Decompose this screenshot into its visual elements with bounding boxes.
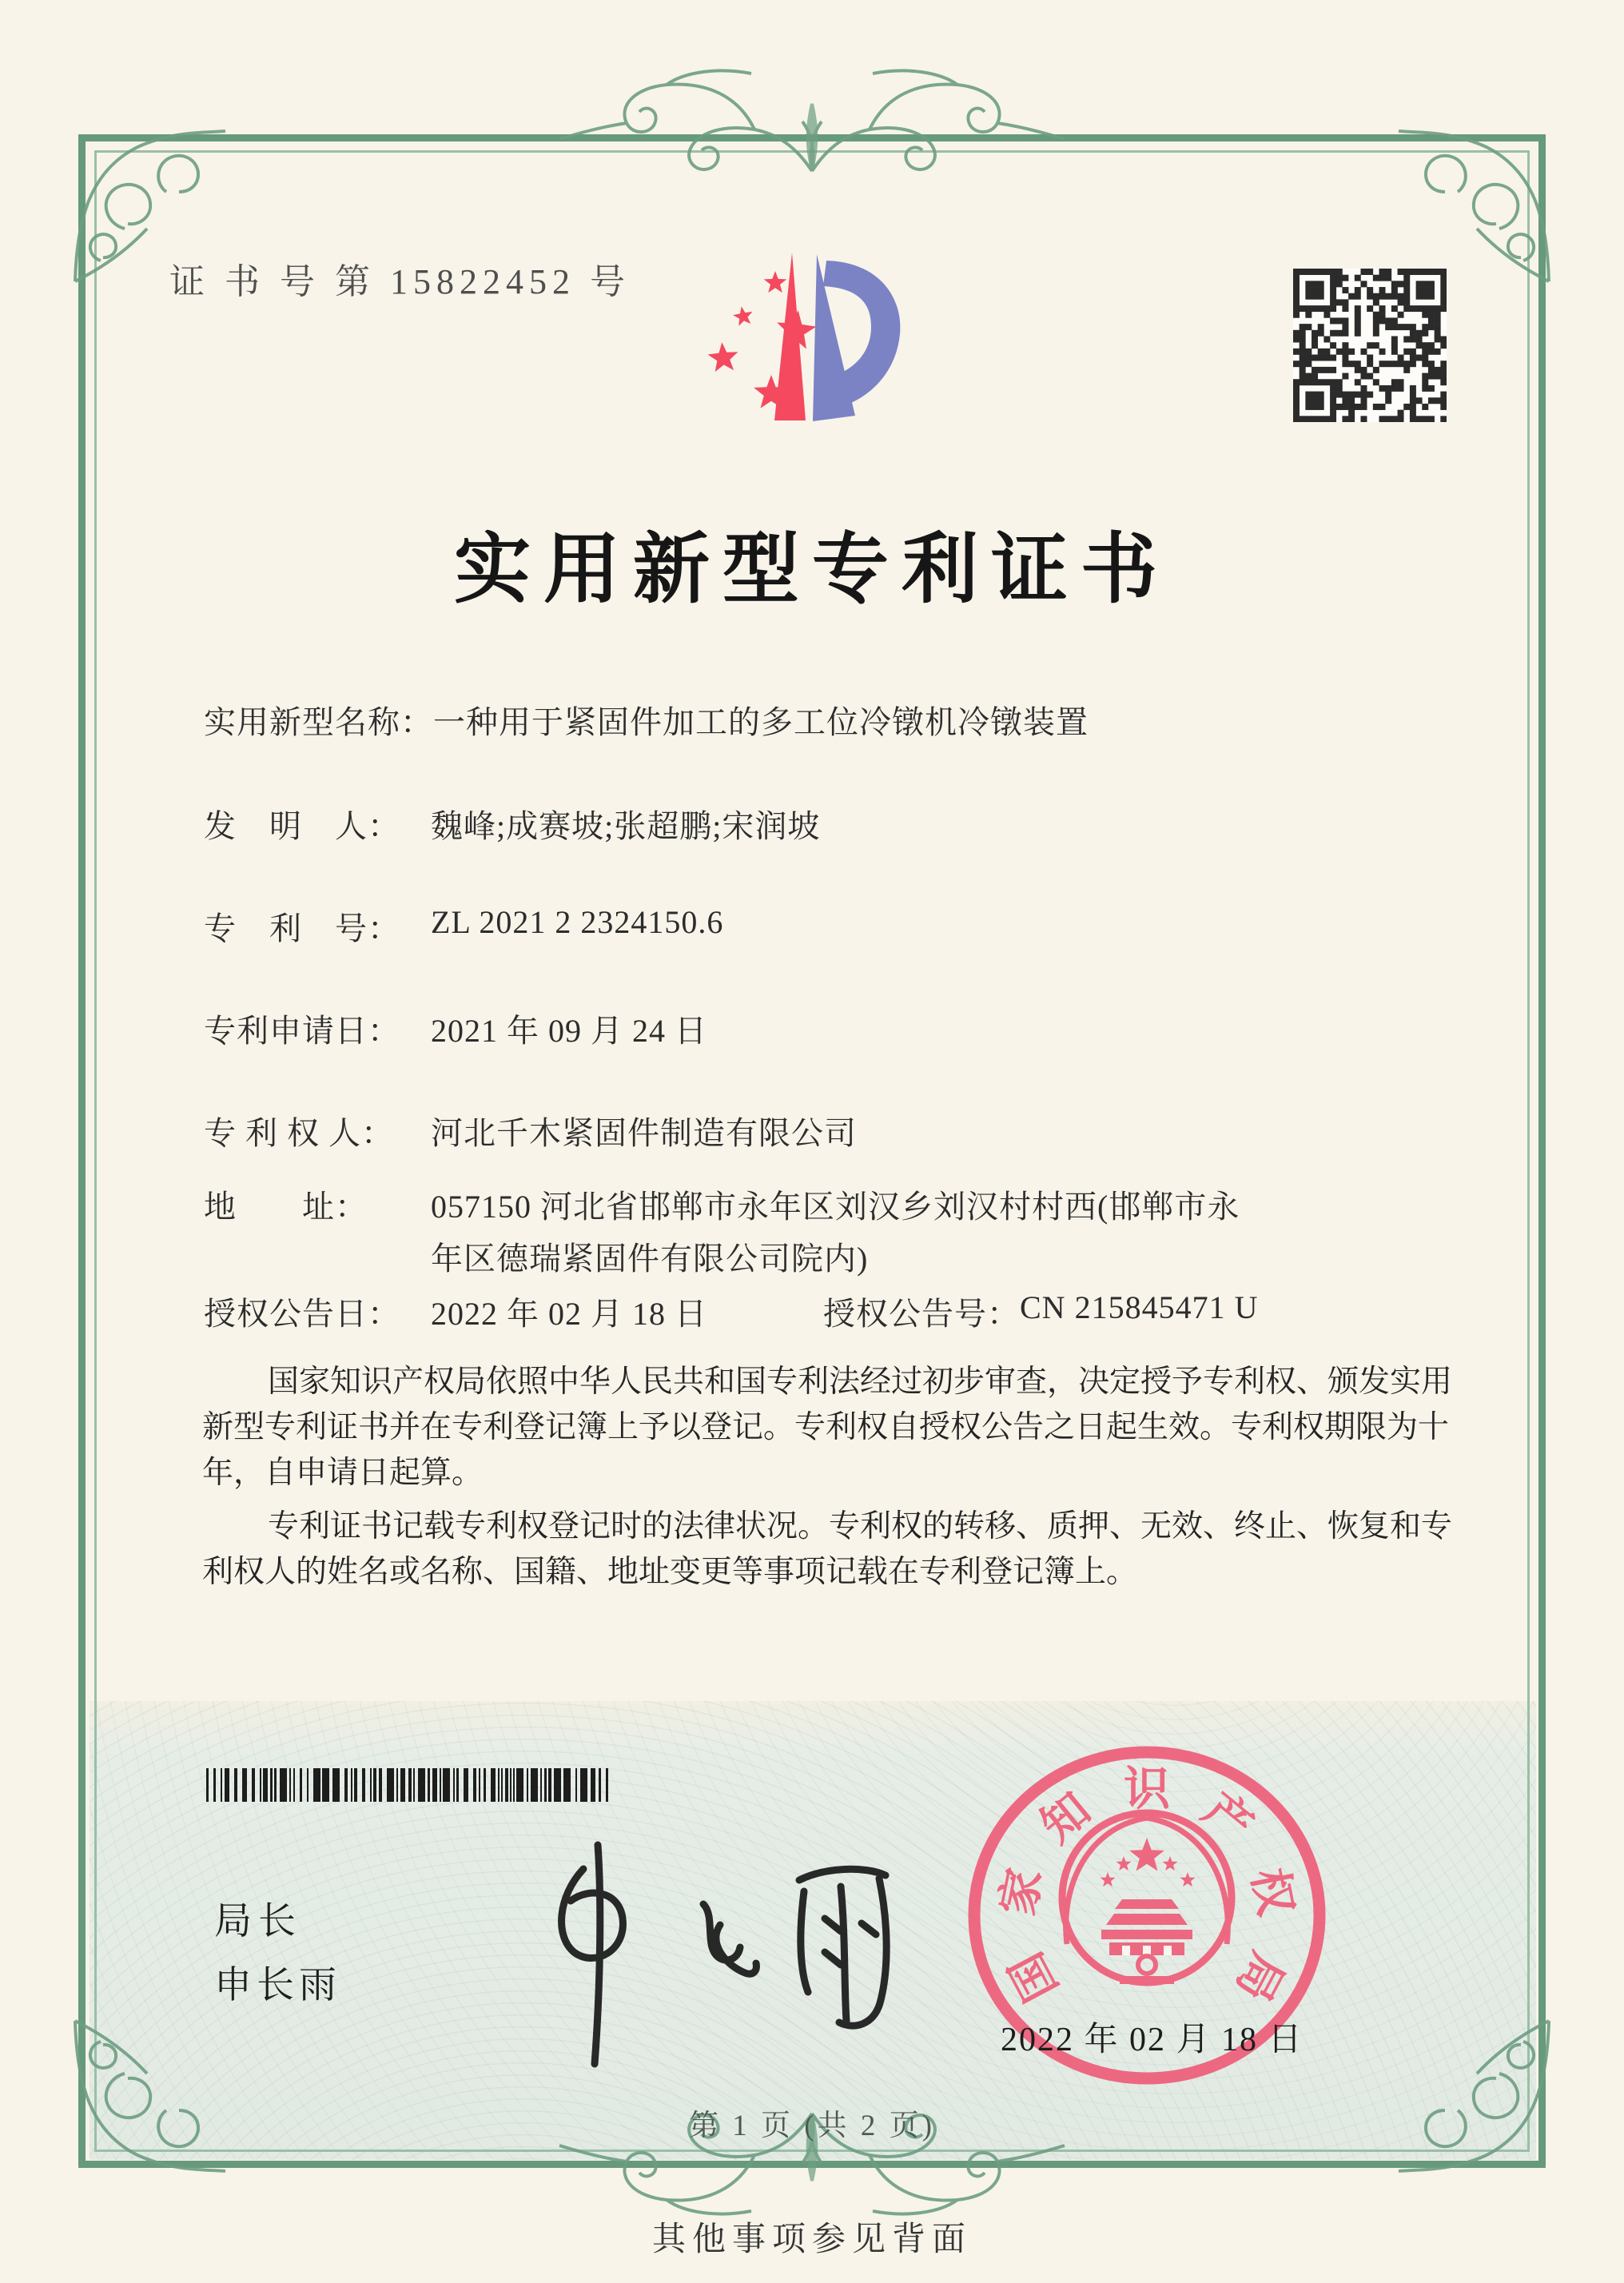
legal-line: 利权人的姓名或名称、国籍、地址变更等事项记载在专利登记簿上。: [202, 1555, 1138, 1589]
field-address-line2: 年区德瑞紧固件有限公司院内): [431, 1241, 869, 1277]
field-value: 魏峰;成赛坡;张超鹏;宋润坡: [431, 808, 821, 844]
certificate-number: 证 书 号 第 15822452 号: [169, 262, 631, 301]
svg-text:家: 家: [991, 1863, 1052, 1920]
svg-text:局: 局: [1225, 1944, 1294, 2010]
cnipa-logo-icon: [697, 237, 917, 446]
commissioner-signature-icon: [464, 1831, 919, 2094]
field-label: 地 址：: [204, 1189, 368, 1225]
field-label: 授权公告日：: [204, 1296, 400, 1332]
field-grant-number: [823, 1289, 1258, 1334]
emblem-gate: [1101, 1899, 1192, 1984]
field-label: 实用新型名称：: [204, 704, 433, 740]
document-title: 实用新型专利证书: [454, 527, 1170, 612]
field-label: 专利申请日：: [204, 1013, 400, 1049]
field-value: 2022 年 02 月 18 日: [431, 1296, 707, 1332]
legal-text: [202, 1359, 1453, 1595]
field-label: 发 明 人：: [204, 808, 400, 844]
field-value: 河北千木紧固件制造有限公司: [431, 1115, 857, 1151]
field-value: 2021 年 09 月 24 日: [431, 1013, 707, 1049]
page-indicator: 第 1 页 (共 2 页): [689, 2110, 935, 2142]
field-value: 一种用于紧固件加工的多工位冷镦机冷镦装置: [433, 704, 1089, 740]
field-label: 专 利 权 人：: [204, 1115, 394, 1151]
seal-national-emblem: [1062, 1813, 1232, 1984]
seal-date: 2022 年 02 月 18 日: [1001, 2022, 1304, 2058]
field-utility-model-name: [204, 697, 1089, 743]
qr-code: [1293, 269, 1447, 422]
field-grant-date: [204, 1289, 707, 1334]
back-note: 其他事项参见背面: [651, 2221, 972, 2258]
border-ornament-top-right-icon: [1395, 125, 1555, 285]
field-value: ZL 2021 2 2324150.6: [431, 904, 724, 940]
svg-text:国: 国: [1000, 1944, 1069, 2010]
field-inventor: [204, 801, 820, 847]
border-ornament-bottom-right-icon: [1395, 2018, 1555, 2177]
emblem-stars: [1101, 1838, 1196, 1887]
commissioner-title: 局长: [214, 1901, 302, 1942]
legal-line: 年，自申请日起算。: [202, 1456, 484, 1490]
field-value: 057150 河北省邯郸市永年区刘汉乡刘汉村村西(邯郸市永: [431, 1189, 1240, 1225]
field-filing-date: [204, 1006, 707, 1051]
commissioner-name: 申长雨: [214, 1965, 341, 2006]
field-label: 授权公告号：: [823, 1296, 1020, 1332]
svg-text:知: 知: [1031, 1783, 1101, 1853]
field-value: CN 215845471 U: [1020, 1289, 1259, 1325]
field-address: [204, 1181, 1240, 1227]
svg-text:识: 识: [1123, 1763, 1171, 1815]
border-ornament-bottom-left-icon: [69, 2018, 229, 2177]
legal-line: 专利证书记载专利权登记时的法律状况。专利权的转移、质押、无效、终止、恢复和专: [268, 1509, 1453, 1544]
legal-line: 新型专利证书并在专利登记簿上予以登记。专利权自授权公告之日起生效。专利权期限为十: [202, 1410, 1450, 1444]
barcode: [205, 1768, 614, 1802]
field-label: 专 利 号：: [204, 910, 400, 946]
svg-text:权: 权: [1242, 1863, 1303, 1920]
svg-text:产: 产: [1193, 1783, 1263, 1853]
legal-line: 国家知识产权局依照中华人民共和国专利法经过初步审查，决定授予专利权、颁发实用: [268, 1365, 1453, 1399]
field-patent-number: [204, 903, 723, 949]
border-ornament-top-center-icon: [492, 50, 1132, 185]
field-patentee: [204, 1108, 857, 1153]
